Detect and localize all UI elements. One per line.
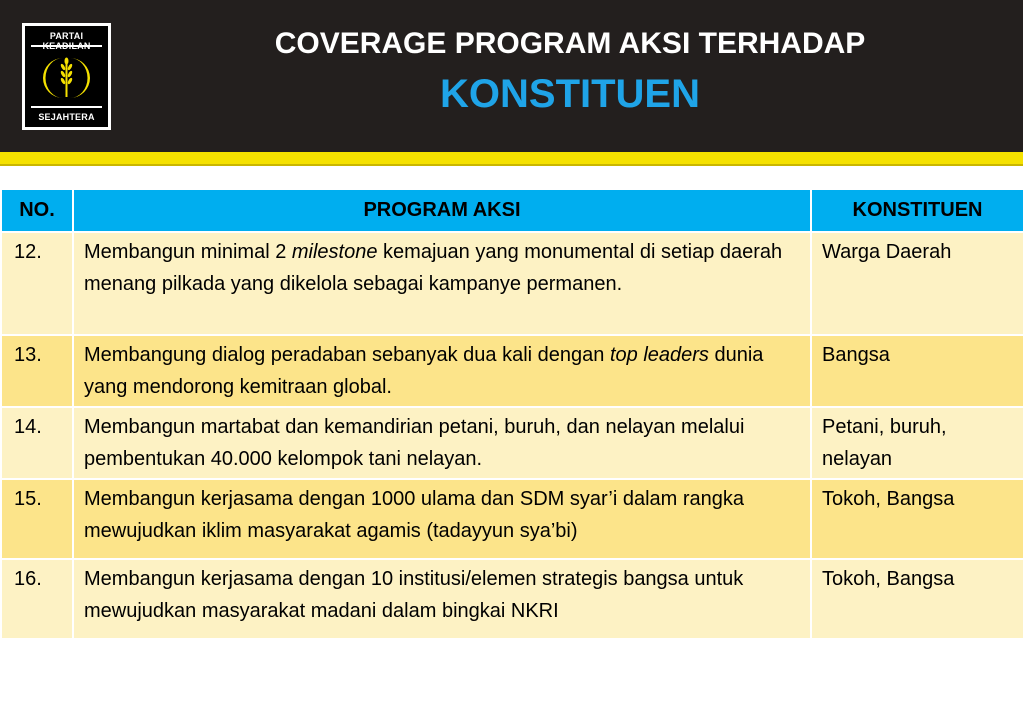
program-text-end: dunia yang mendorong kemitraan global. — [84, 344, 764, 398]
row-number: 13. — [1, 335, 73, 407]
logo-top-rule — [31, 45, 102, 47]
program-cell — [73, 335, 811, 407]
program-italic-text: milestone — [291, 241, 378, 263]
program-text: Membangun martabat dan kemandirian petani, buruh, dan nelayan melalui pembentukan 40.000 kelompok tani nelayan. — [84, 416, 745, 470]
header-banner — [0, 0, 1023, 152]
konstituen-cell: Warga Daerah — [811, 232, 1023, 335]
program-cell — [73, 559, 811, 639]
program-cell — [73, 232, 811, 335]
header-divider — [0, 152, 1023, 166]
page-title: COVERAGE PROGRAM AKSI TERHADAP — [274, 27, 866, 60]
konstituen-cell: Tokoh, Bangsa — [811, 479, 1023, 559]
table-header-row — [1, 189, 1023, 232]
row-number: 16. — [1, 559, 73, 639]
page-subtitle: KONSTITUEN — [440, 72, 700, 116]
logo-top-text: PARTAI — [49, 31, 84, 41]
table-row — [1, 335, 1023, 407]
program-italic-text: top leaders — [609, 344, 709, 366]
column-header-no: NO. — [1, 189, 73, 232]
column-header-program: PROGRAM AKSI — [73, 189, 811, 232]
konstituen-cell: Tokoh, Bangsa — [811, 559, 1023, 639]
row-number: 14. — [1, 407, 73, 479]
program-table — [0, 188, 1023, 640]
row-number: 12. — [1, 232, 73, 335]
logo-bottom-text: SEJAHTERA — [38, 112, 95, 122]
program-cell — [73, 479, 811, 559]
program-text: Membangun kerjasama dengan 1000 ulama dan SDM syar’i dalam rangka mewujudkan iklim masyarakat agamis (tadayyun sya’bi) — [84, 488, 744, 542]
column-header-konstituen: KONSTITUEN — [811, 189, 1023, 232]
logo-bottom-rule — [31, 106, 102, 108]
table-row — [1, 407, 1023, 479]
party-logo — [22, 23, 111, 130]
konstituen-cell: Petani, buruh, nelayan — [811, 407, 1023, 479]
table-row — [1, 479, 1023, 559]
konstituen-cell: Bangsa — [811, 335, 1023, 407]
program-text: Membangun minimal 2 — [84, 241, 292, 263]
program-cell — [73, 407, 811, 479]
program-text: Membangung dialog peradaban sebanyak dua kali dengan — [84, 344, 610, 366]
table-row — [1, 559, 1023, 639]
program-text-end: kemajuan yang monumental di setiap daerah menang pilkada yang dikelola sebagai kampanye permanen. — [84, 241, 783, 295]
row-number: 15. — [1, 479, 73, 559]
table-row — [1, 232, 1023, 335]
crescent-wheat-emblem-icon — [33, 53, 100, 103]
program-text: Membangun kerjasama dengan 10 institusi/elemen strategis bangsa untuk mewujudkan masyarakat madani dalam bingkai NKRI — [84, 568, 744, 622]
